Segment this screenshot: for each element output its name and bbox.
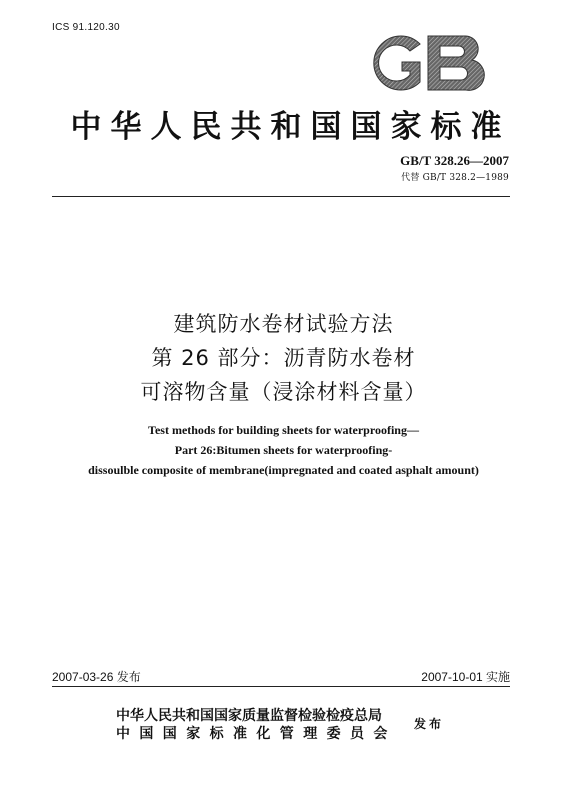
- footer-divider: [52, 686, 510, 687]
- issuing-authorities: [116, 707, 397, 743]
- issuer-sac: 中国国家标准化管理委员会: [116, 726, 397, 742]
- implement-date: 2007-10-01 实施: [421, 670, 510, 684]
- standard-type-heading: 中华人民共和国国家标准: [70, 109, 511, 145]
- title-en-line-3: dissoulble composite of membrane(impregnated and coated asphalt amount): [88, 463, 479, 477]
- title-zh-line-2: 第 26 部分：沥青防水卷材: [151, 346, 416, 370]
- title-zh-line-1: 建筑防水卷材试验方法: [173, 312, 394, 336]
- gb-logo: [362, 32, 492, 94]
- header-divider: [52, 196, 510, 197]
- title-en-line-1: Test methods for building sheets for waterproofing—: [148, 423, 419, 437]
- title-en-line-2: Part 26:Bitumen sheets for waterproofing-: [174, 443, 393, 457]
- issuer-aqsiq: 中华人民共和国国家质量监督检验检疫总局: [116, 708, 382, 724]
- standard-code-block: [400, 153, 509, 183]
- standard-code: GB/T 328.26—2007: [400, 153, 509, 168]
- ics-number: ICS 91.120.30: [52, 22, 120, 33]
- replaces-note: 代替 GB/T 328.2—1989: [401, 173, 509, 183]
- issue-date: 2007-03-26 发布: [52, 670, 141, 684]
- title-zh-line-3: 可溶物含量（浸涂材料含量）: [140, 380, 427, 404]
- issue-label: 发布: [414, 717, 445, 731]
